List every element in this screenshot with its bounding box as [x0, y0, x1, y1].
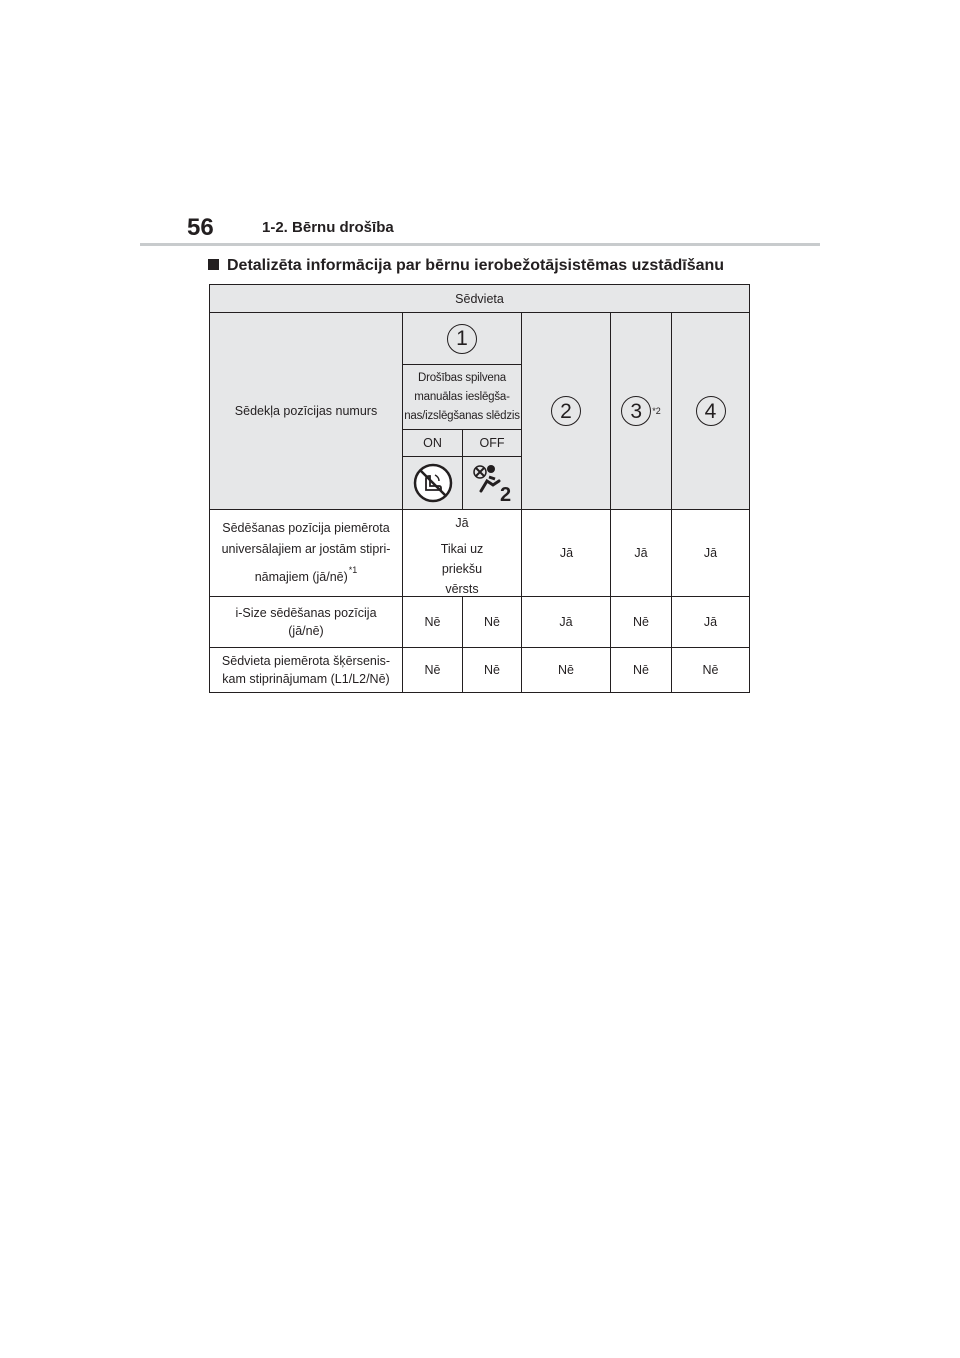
row-label-text: nāmajiem (jā/nē) [254, 570, 348, 584]
cell-value: Jā [455, 516, 469, 530]
cell-value-line: vērsts [445, 582, 479, 596]
airbag-off-icon-cell [463, 457, 521, 509]
seat-4-header [672, 313, 749, 509]
table-row-label [210, 510, 402, 596]
table-rule [610, 313, 611, 692]
switch-state-off [463, 430, 521, 456]
table-rule [462, 430, 463, 510]
row-label-line: Sēdvieta piemērota šķērsenis- [221, 654, 391, 668]
table-cell: Nē [484, 615, 500, 629]
table-cell: Nē [633, 615, 649, 629]
table-cell: Nē [424, 615, 441, 629]
passenger-airbag-off-icon [469, 463, 515, 503]
seat-number-1-icon: 1 [447, 324, 477, 354]
switch-state-off-text: OFF [479, 436, 505, 450]
table-top-header-text: Sēdvieta [455, 291, 504, 306]
table-rule [403, 364, 521, 365]
cell-value-line: Tikai uz [440, 542, 484, 556]
cell-value-line: priekšu [441, 562, 483, 576]
section-heading-text: Detalizēta informācija par bērnu ierobežotājsistēmas uzstādīšanu [227, 257, 725, 274]
airbag-switch-label [403, 365, 521, 429]
seat-number-4-icon: 4 [696, 396, 726, 426]
table-rule [521, 313, 522, 692]
seat-number-3-icon: 3 [621, 396, 651, 426]
page-number: 56 [187, 214, 214, 241]
airbag-switch-label-line: Drošības spilvena [417, 371, 506, 384]
table-cell: Jā [703, 615, 718, 629]
table-cell: Nē [702, 663, 719, 677]
table-row-label [210, 597, 402, 647]
row-header-seat-number-text: Sēdekļa pozīcijas numurs [234, 404, 378, 418]
airbag-off-child-seat-icon [413, 463, 453, 503]
seat-number-2-icon: 2 [551, 396, 581, 426]
table-cell: Jā [559, 615, 573, 629]
square-bullet-icon [208, 259, 219, 270]
row-label-line: kam stiprinājumam (L1/L2/Nē) [222, 672, 390, 686]
row-label-line: Sēdēšanas pozīcija piemērota [222, 521, 390, 535]
row-label-line: universālajiem ar jostām stipri- [221, 542, 391, 556]
airbag-switch-label-line: nas/izslēgšanas slēdzis [404, 409, 520, 422]
table-rule [210, 312, 749, 313]
airbag-switch-label-line: manuālas ieslēgša- [414, 390, 510, 403]
table-rule [402, 313, 403, 692]
table-top-header [210, 285, 749, 312]
table-rule [671, 313, 672, 692]
switch-state-on [403, 430, 462, 456]
table-cell: Nē [633, 663, 649, 677]
seat-3-header [611, 313, 671, 509]
header-divider [140, 243, 820, 246]
table-rule [462, 596, 463, 692]
seat-3-footnote: *2 [652, 406, 661, 416]
switch-state-on-text: ON [423, 436, 442, 450]
child-restraint-table [209, 284, 750, 693]
row-label-line [255, 560, 358, 588]
row-label-line: i-Size sēdēšanas pozīcija [235, 606, 377, 620]
seat-1-header [403, 313, 521, 364]
row-label-footnote: *1 [348, 565, 358, 575]
table-cell: Nē [424, 663, 441, 677]
section-reference: 1-2. Bērnu drošība [262, 219, 394, 236]
seat-2-header [522, 313, 610, 509]
table-cell: Nē [558, 663, 574, 677]
table-cell: Jā [559, 546, 574, 560]
svg-text:2: 2 [500, 484, 512, 503]
table-rule [210, 596, 749, 597]
table-cell: Jā [703, 546, 718, 560]
table-cell: Jā [634, 546, 648, 560]
row-header-seat-number [210, 313, 402, 509]
table-rule [210, 647, 749, 648]
table-rule [210, 509, 749, 510]
section-heading [208, 255, 724, 277]
table-row-label [210, 648, 402, 692]
airbag-on-icon-cell [403, 457, 462, 509]
table-cell: Nē [484, 663, 500, 677]
row-label-line: (jā/nē) [288, 624, 324, 638]
